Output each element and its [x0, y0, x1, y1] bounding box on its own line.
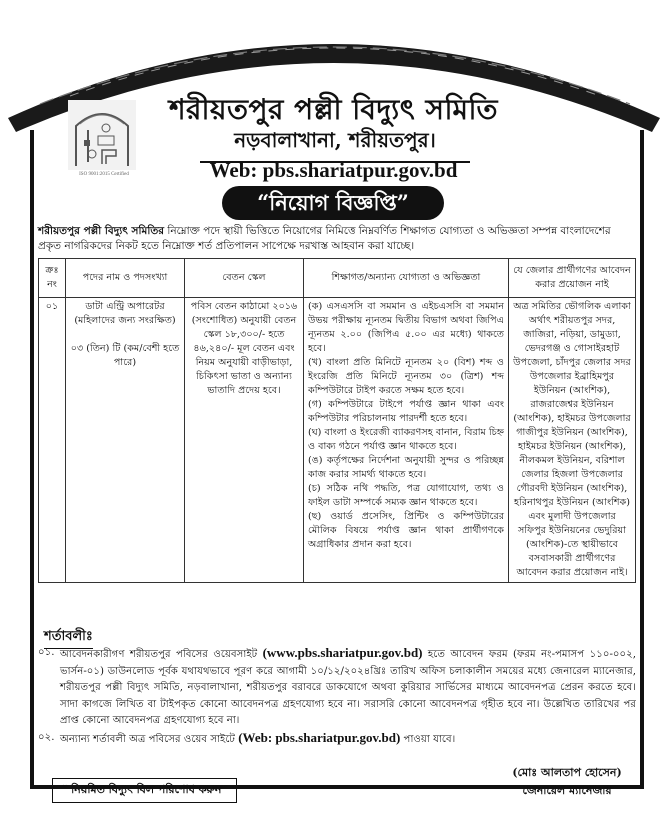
table-row [39, 298, 636, 583]
header-post: পদের নাম ও পদসংখ্যা [66, 259, 185, 298]
website-link[interactable]: (Web: pbs.shariatpur.gov.bd) [238, 729, 401, 745]
header-salary: বেতন স্কেল [185, 259, 304, 298]
term-text: আবেদনকারীগণ শরীয়তপুর পবিসের ওয়েবসাইট [60, 649, 263, 660]
post-count: ০৩ (তিন) টি (কম/বেশী হতে পারে) [70, 343, 180, 368]
term-text: হতে আবেদন ফরম (ফরম নং-পমাসপ ১১০-০০২, ভার্সন-০১) ডাউনলোড পূর্বক যথাযথভাবে পূরণ করে আগামী ১০/১২/২০২৪খ্রিঃ তারিখ অফিস চলাকালীন সময়ের মধ্যে জেনারেল ম্যানেজার, শরীয়তপুর পল্লী বিদ্যুৎ সমিতি, নড়বালাখানা, শরীয়তপুর বরাবরে ডাকযোগে অথবা কুরিয়ার সার্ভিসের মাধ্যমে আবেদনপত্র প্রেরন করতে হবে। সাদা কাগজে লিখিত বা টাইপকৃত কোনো আবেদনপত্র গ্রহণযোগ্য হবে না। সরাসরি কোনো আবেদনপত্র গৃহীত হবে না। উল্লেখিত তারিখের পর প্রাপ্ত কোনো আবেদনপত্র গ্রহণযোগ্য হবে না। [60, 649, 636, 726]
term-item [38, 645, 636, 730]
signatory-name: (মোঃ আলতাপ হোসেন) [512, 766, 622, 779]
cell-serial: ০১ [39, 298, 66, 583]
term-number: ০২. [38, 731, 55, 743]
intro-org-name: শরীয়তপুর পল্লী বিদ্যুৎ সমিতির [38, 225, 164, 237]
header-excluded-area: যে জেলার প্রার্থীগণের আবেদন করার প্রয়োজন নাই [509, 259, 636, 298]
cell-salary: পবিস বেতন কাঠামো ২০১৬ (সংশোধিত) অনুযায়ী বেতন স্কেল ১৮,৩০০/- হতে ৪৬,২৪০/- মূল বেতন এবং নিয়ম অনুযায়ী বাড়ীভাড়া, চিকিৎসা ভাতা ও অন্যান্য ভাতাদি প্রদেয় হবে। [185, 298, 304, 583]
intro-paragraph [38, 224, 636, 254]
slogan-box: “ নিয়মিত বিদ্যুৎ বিল পরিশোধ করুন” [52, 778, 237, 803]
table-header-row [39, 259, 636, 298]
notice-title-badge: “নিয়োগ বিজ্ঞপ্তি” [222, 186, 444, 220]
term-item [38, 730, 636, 749]
qualification-item: (গ) কম্পিউটারে টাইপে পর্যাপ্ত জ্ঞান থাকা এবং কম্পিউটার পরিচালনায় পারদর্শী হতে হবে। [308, 399, 504, 424]
iso-caption: ISO 9001:2015 Certified [79, 172, 129, 177]
vacancy-table [38, 258, 636, 583]
term-text: অন্যান্য শর্তাবলী অত্র পবিসের ওয়েব সাইটে [60, 733, 239, 745]
qualification-item: (ঙ) কর্তৃপক্ষের নির্দেশনা অনুযায়ী সুন্দর ও পরিচ্ছন্ন কাজ করার সামর্থ্য থাকতে হবে। [308, 455, 504, 480]
signatory-title: জেনারেল ম্যানেজার [522, 784, 612, 797]
qualification-item: (ছ) ওয়ার্ড প্রসেসিং, প্রিন্টিং ও কম্পিউটারের মৌলিক বিষয়ে পর্যাপ্ত জ্ঞান থাকা প্রার্থীগণকে অগ্রাধিকার প্রদান করা হবে। [308, 511, 504, 550]
qualification-item: (ঘ) বাংলা ও ইংরেজী ব্যাকরণসহ বানান, বিরাম চিহ্ন ও বাক্য গঠনে পর্যাপ্ত জ্ঞান থাকতে হবে। [308, 427, 504, 452]
cell-qualifications [304, 298, 509, 583]
org-website: Web: pbs.shariatpur.gov.bd [209, 158, 458, 182]
header-serial: ক্রঃ নং [39, 259, 66, 298]
qualification-item: (খ) বাংলা প্রতি মিনিটে ন্যূনতম ২০ (বিশ) শব্দ ও ইংরেজি প্রতি মিনিটে ন্যূনতম ৩০ (ত্রিশ) শব্দ কম্পিউটারে টাইপ করতে সক্ষম হতে হবে। [308, 357, 504, 396]
terms-heading: শর্তাবলীঃ [44, 627, 93, 649]
org-title: শরীয়তপুর পল্লী বিদ্যুৎ সমিতি [168, 93, 499, 126]
cell-excluded-area: অত্র সমিতির ভৌগলিক এলাকা অর্থাৎ শরীয়তপুর সদর, জাজিরা, নড়িয়া, ডামুড্যা, ভেদরগঞ্জ ও গোসাইরহাট উপজেলা, চাঁদপুর জেলার সদর উপজেলার ইব্রাহিমপুর ইউনিয়ন (আংশিক), রাজরাজেশ্বর ইউনিয়ন (আংশিক), হাইমচর উপজেলার গাজীপুর ইউনিয়ন (আংশিক), হাইমচর ইউনিয়ন (আংশিক), নীলকমল ইউনিয়ন, বরিশাল জেলার হিজলা উপজেলার গৌরবদী ইউনিয়ন (আংশিক), হরিনাথপুর ইউনিয়ন (আংশিক) এবং মুলাদী উপজেলার সফিপুর ইউনিয়নের ভেদুরিয়া (আংশিক)-তে স্থায়ীভাবে বসবাসকারী প্রার্থীগণের আবেদন করার প্রয়োজন নাই। [509, 298, 636, 583]
org-address: নড়বালাখানা, শরীয়তপুর। [200, 126, 470, 163]
pbs-logo-icon [68, 100, 136, 170]
post-name: ডাটা এন্ট্রি অপারেটর (মহিলাদের জন্য সংরক্ষিত) [74, 301, 176, 326]
term-text: পাওয়া যাবে। [400, 733, 456, 745]
signature-block [502, 764, 632, 800]
cell-post [66, 298, 185, 583]
intro-text: নিম্নোক্ত পদে স্থায়ী ভিত্তিতে নিয়োগের নিমিত্তে নিম্নবর্ণিত শিক্ষাগত যোগ্যতা ও অভিজ্ঞতা সম্পন্ন বাংলাদেশের প্রকৃত নাগরিকদের নিকট হতে নিম্নোক্ত শর্ত প্রতিপালন সাপেক্ষে দরখাস্ত আহবান করা যাচ্ছে। [38, 225, 611, 252]
qualification-item: (চ) সঠিক নথি পদ্ধতি, পত্র যোগাযোগ, তথ্য ও ফাইল ডাটা সম্পর্কে সম্যক জ্ঞান থাকতে হবে। [308, 483, 504, 508]
website-link[interactable]: (www.pbs.shariatpur.gov.bd) [262, 645, 423, 660]
qualification-item: (ক) এসএসসি বা সমমান ও এইচএসসি বা সমমান উভয় পরীক্ষায় ন্যূনতম দ্বিতীয় বিভাগ অথবা জিপিএ ন্যূনতম ২.০০ (জিপিএ ৫.০০ এর মধ্যে) থাকতে হবে। [308, 301, 504, 354]
header-qualification: শিক্ষাগত/অন্যান্য যোগ্যতা ও অভিজ্ঞতা [304, 259, 509, 298]
term-number: ০১. [38, 647, 55, 658]
terms-list [38, 645, 636, 748]
